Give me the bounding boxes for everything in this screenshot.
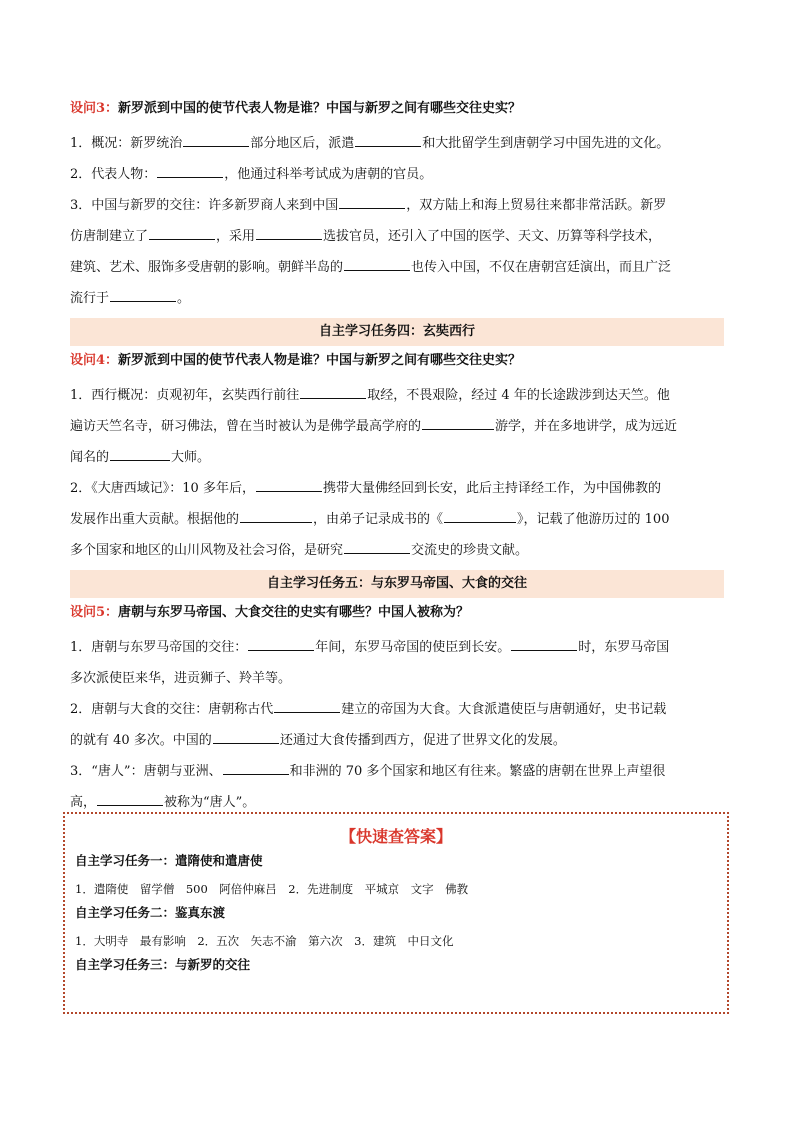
- quick-answers-box: [63, 812, 729, 1014]
- text: 年间，东罗马帝国的使臣到长安。: [315, 640, 511, 655]
- text: ，采用: [216, 229, 256, 244]
- text: 发展作出重大贡献。根据他的: [70, 512, 240, 527]
- worksheet-body: [70, 98, 724, 818]
- fill-blank[interactable]: [110, 287, 176, 302]
- fill-blank[interactable]: [248, 636, 314, 651]
- text: 。: [177, 291, 191, 306]
- text: 也传入中国，不仅在唐朝宫廷演出，而且广泛: [411, 260, 672, 275]
- task-5-banner: 自主学习任务五：与东罗马帝国、大食的交往: [70, 570, 724, 598]
- text: 被称为“唐人”。: [164, 795, 256, 810]
- fill-blank[interactable]: [97, 791, 163, 806]
- fill-blank[interactable]: [223, 760, 289, 775]
- text: 建筑、艺术、服饰多受唐朝的影响。朝鲜半岛的: [70, 260, 344, 275]
- fill-blank[interactable]: [256, 225, 322, 240]
- question-3: [70, 98, 724, 120]
- question-label: 设问3：: [70, 101, 119, 116]
- text: 的就有 40 多次。中国的: [70, 733, 212, 748]
- fill-blank[interactable]: [274, 698, 340, 713]
- paragraph-5-1: [70, 632, 724, 694]
- paragraph-3-1: [70, 128, 724, 159]
- fill-blank[interactable]: [422, 415, 494, 430]
- paragraph-3-2: [70, 159, 724, 190]
- answers-task-3-heading: 自主学习任务三：与新罗的交往: [75, 957, 251, 972]
- text: 3．中国与新罗的交往：许多新罗商人来到中国: [70, 198, 339, 213]
- text: 2．唐朝与大食的交往：唐朝称古代: [70, 702, 274, 717]
- paragraph-5-3: [70, 756, 724, 818]
- question-text: 新罗派到中国的使节代表人物是谁？中国与新罗之间有哪些交往史实？: [118, 101, 522, 116]
- paragraph-3-3: [70, 190, 724, 314]
- fill-blank[interactable]: [344, 256, 410, 271]
- question-label: 设问5：: [70, 605, 119, 620]
- text: 选拔官员，还引入了中国的医学、天文、历算等科学技术，: [323, 229, 662, 244]
- paragraph-5-2: [70, 694, 724, 756]
- text: 3．“唐人”：唐朝与亚洲、: [70, 764, 222, 779]
- paragraph-4-1: [70, 380, 724, 473]
- text: 2．《大唐西域记》：10 多年后，: [70, 481, 255, 496]
- answers-title: 【快速查答案】: [339, 827, 452, 846]
- answers-task-2-heading: 自主学习任务二：鉴真东渡: [75, 905, 226, 920]
- text: 大师。: [171, 450, 211, 465]
- text: ，由弟子记录成书的《: [313, 512, 444, 527]
- text: 高，: [70, 795, 97, 810]
- fill-blank[interactable]: [213, 729, 279, 744]
- fill-blank[interactable]: [240, 508, 312, 523]
- fill-blank[interactable]: [511, 636, 577, 651]
- fill-blank[interactable]: [110, 446, 170, 461]
- answers-task-2-line: 1．大明寺 最有影响 2．五次 矢志不渝 第六次 3．建筑 中日文化: [75, 934, 454, 948]
- fill-blank[interactable]: [344, 539, 410, 554]
- question-label: 设问4：: [70, 353, 119, 368]
- text: 仿唐制建立了: [70, 229, 149, 244]
- text: 多次派使臣来华，进贡狮子、羚羊等。: [70, 671, 292, 686]
- text: 1．概况：新罗统治: [70, 136, 183, 151]
- text: 2．代表人物：: [70, 167, 157, 182]
- text: 多个国家和地区的山川风物及社会习俗，是研究: [70, 543, 344, 558]
- text: 1．唐朝与东罗马帝国的交往：: [70, 640, 248, 655]
- text: 遍访天竺名寺，研习佛法，曾在当时被认为是佛学最高学府的: [70, 419, 422, 434]
- text: ，他通过科举考试成为唐朝的官员。: [224, 167, 433, 182]
- fill-blank[interactable]: [355, 132, 421, 147]
- fill-blank[interactable]: [157, 163, 223, 178]
- text: 流行于: [70, 291, 110, 306]
- fill-blank[interactable]: [339, 194, 405, 209]
- text: 和非洲的 70 多个国家和地区有往来。繁盛的唐朝在世界上声望很: [289, 764, 666, 779]
- question-4: [70, 350, 724, 372]
- text: 》，记载了他游历过的 100: [517, 512, 670, 527]
- text: 和大批留学生到唐朝学习中国先进的文化。: [422, 136, 670, 151]
- text: 1．西行概况：贞观初年，玄奘西行前往: [70, 388, 300, 403]
- answers-task-1-line: 1．遣隋使 留学僧 500 阿倍仲麻吕 2．先进制度 平城京 文字 佛教: [75, 882, 469, 896]
- fill-blank[interactable]: [149, 225, 215, 240]
- paragraph-4-2: [70, 473, 724, 566]
- text: 交流史的珍贵文献。: [411, 543, 529, 558]
- fill-blank[interactable]: [444, 508, 516, 523]
- text: 游学，并在多地讲学，成为远近: [495, 419, 678, 434]
- text: ，双方陆上和海上贸易往来都非常活跃。新罗: [406, 198, 667, 213]
- fill-blank[interactable]: [256, 477, 322, 492]
- text: 取经，不畏艰险，经过 4 年的长途跋涉到达天竺。他: [367, 388, 670, 403]
- question-5: [70, 602, 724, 624]
- text: 还通过大食传播到西方，促进了世界文化的发展。: [279, 733, 566, 748]
- text: 部分地区后，派遣: [250, 136, 355, 151]
- answers-task-1-heading: 自主学习任务一：遣隋使和遣唐使: [75, 853, 263, 868]
- task-4-banner: 自主学习任务四：玄奘西行: [70, 318, 724, 346]
- question-text: 唐朝与东罗马帝国、大食交往的史实有哪些？中国人被称为？: [118, 605, 470, 620]
- text: 时，东罗马帝国: [578, 640, 670, 655]
- text: 携带大量佛经回到长安，此后主持译经工作，为中国佛教的: [322, 481, 661, 496]
- text: 闻名的: [70, 450, 110, 465]
- fill-blank[interactable]: [183, 132, 249, 147]
- question-text: 新罗派到中国的使节代表人物是谁？中国与新罗之间有哪些交往史实？: [118, 353, 522, 368]
- text: 建立的帝国为大食。大食派遣使臣与唐朝通好，史书记载: [341, 702, 667, 717]
- fill-blank[interactable]: [300, 384, 366, 399]
